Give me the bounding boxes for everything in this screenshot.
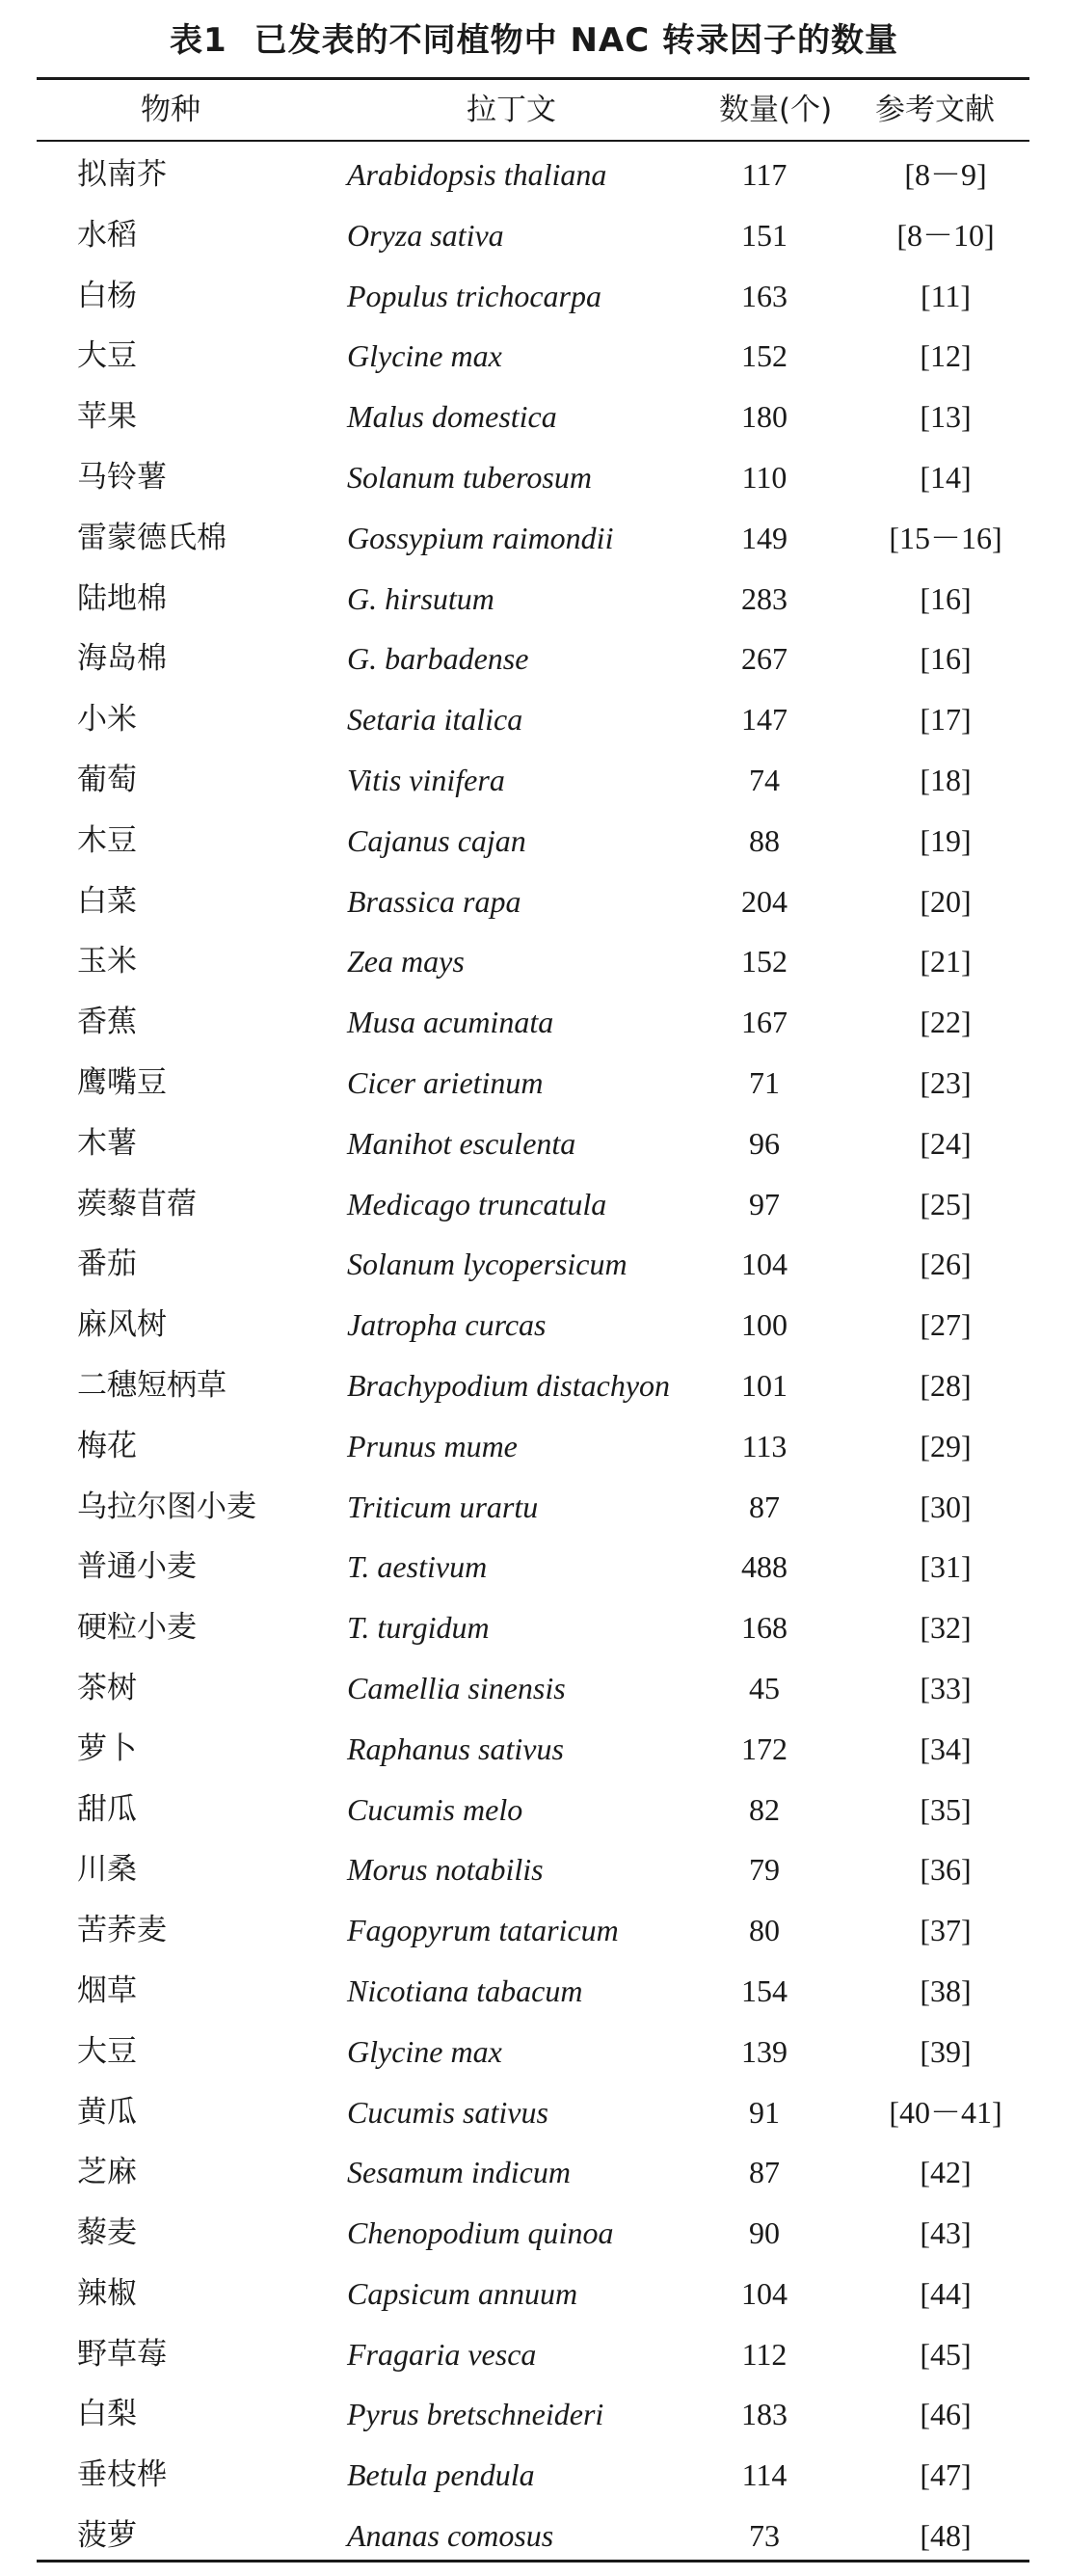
count-cell: 147: [741, 702, 788, 738]
table-row: [37, 1719, 1029, 1780]
latin-name-cell: Solanum lycopersicum: [347, 1247, 627, 1282]
latin-name-cell: Chenopodium quinoa: [347, 2215, 614, 2251]
species-cell: 芝麻: [77, 2155, 137, 2190]
count-cell: 104: [741, 2275, 788, 2311]
reference-cell: [33]: [920, 1670, 972, 1705]
count-cell: 91: [749, 2094, 780, 2130]
latin-name-cell: Arabidopsis thaliana: [347, 157, 607, 192]
reference-cell: [39]: [920, 2033, 972, 2069]
reference-cell: [11]: [920, 278, 972, 313]
species-cell: 番茄: [77, 1247, 137, 1282]
latin-name-cell: Nicotiana tabacum: [347, 1972, 583, 2008]
species-cell: 黄瓜: [77, 2094, 137, 2130]
reference-cell: [8－9]: [904, 157, 987, 192]
species-cell: 普通小麦: [77, 1549, 197, 1585]
species-cell: 萝卜: [77, 1731, 137, 1766]
reference-cell: [30]: [920, 1489, 972, 1524]
latin-name-cell: Fragaria vesca: [347, 2336, 537, 2372]
reference-cell: [45]: [920, 2336, 972, 2372]
table-row: [37, 811, 1029, 872]
reference-cell: [48]: [920, 2518, 972, 2554]
latin-name-cell: Cucumis sativus: [347, 2094, 548, 2130]
latin-name-cell: Oryza sativa: [347, 217, 504, 253]
table-title: 已发表的不同植物中 NAC 转录因子的数量: [254, 21, 899, 60]
species-cell: 拟南芥: [77, 157, 167, 192]
count-cell: 139: [741, 2033, 788, 2069]
reference-cell: [16]: [920, 580, 972, 616]
count-cell: 152: [741, 338, 788, 374]
count-cell: 117: [741, 157, 788, 192]
table-row: [37, 1355, 1029, 1416]
table-row: [37, 2022, 1029, 2082]
reference-cell: [15－16]: [889, 520, 1002, 555]
species-cell: 玉米: [77, 944, 137, 979]
table-row: [37, 1900, 1029, 1961]
table-row: [37, 1295, 1029, 1355]
latin-name-cell: Prunus mume: [347, 1428, 518, 1463]
table-row: [37, 931, 1029, 992]
reference-cell: [28]: [920, 1367, 972, 1403]
count-cell: 488: [741, 1549, 788, 1585]
latin-name-cell: Glycine max: [347, 2033, 502, 2069]
count-cell: 73: [749, 2518, 780, 2554]
count-cell: 172: [741, 1731, 788, 1766]
latin-name-cell: Jatropha curcas: [347, 1307, 547, 1343]
species-cell: 大豆: [77, 2033, 137, 2069]
table-row: [37, 2203, 1029, 2264]
table-row: [37, 2142, 1029, 2203]
reference-cell: [42]: [920, 2155, 972, 2190]
latin-name-cell: Malus domestica: [347, 399, 557, 435]
reference-cell: [21]: [920, 944, 972, 979]
reference-cell: [35]: [920, 1791, 972, 1827]
species-cell: 鹰嘴豆: [77, 1064, 167, 1100]
table-row: [37, 569, 1029, 630]
table-row: [37, 1416, 1029, 1477]
latin-name-cell: Triticum urartu: [347, 1489, 539, 1524]
reference-cell: [18]: [920, 762, 972, 797]
species-cell: 甜瓜: [77, 1791, 137, 1827]
table-row: [37, 2445, 1029, 2506]
count-cell: 90: [749, 2215, 780, 2251]
reference-cell: [19]: [920, 822, 972, 858]
count-cell: 74: [749, 762, 780, 797]
reference-cell: [34]: [920, 1731, 972, 1766]
table-row: [37, 508, 1029, 569]
count-cell: 114: [741, 2457, 788, 2493]
species-cell: 蒺藜苜蓿: [77, 1186, 197, 1221]
species-cell: 烟草: [77, 1972, 137, 2008]
count-cell: 149: [741, 520, 788, 555]
species-cell: 木薯: [77, 1125, 137, 1161]
latin-name-cell: Betula pendula: [347, 2457, 535, 2493]
table-row: [37, 1053, 1029, 1114]
table-row: [37, 205, 1029, 266]
table-row: [37, 2506, 1029, 2566]
species-cell: 茶树: [77, 1670, 137, 1705]
reference-cell: [40－41]: [889, 2094, 1002, 2130]
count-cell: 79: [749, 1852, 780, 1888]
table-row: [37, 447, 1029, 508]
table-row: [37, 872, 1029, 932]
reference-cell: [20]: [920, 883, 972, 919]
latin-name-cell: Fagopyrum tataricum: [347, 1913, 619, 1948]
table-row: [37, 2324, 1029, 2385]
latin-name-cell: Medicago truncatula: [347, 1186, 607, 1221]
reference-cell: [24]: [920, 1125, 972, 1161]
header-reference: 参考文献: [875, 93, 995, 127]
latin-name-cell: Musa acuminata: [347, 1005, 554, 1040]
reference-cell: [16]: [920, 641, 972, 677]
table-row: [37, 1839, 1029, 1900]
table-row: [37, 1780, 1029, 1840]
count-cell: 113: [741, 1428, 788, 1463]
reference-cell: [13]: [920, 399, 972, 435]
species-cell: 乌拉尔图小麦: [77, 1489, 256, 1524]
latin-name-cell: Ananas comosus: [347, 2518, 554, 2554]
species-cell: 菠萝: [77, 2518, 137, 2554]
table-row: [37, 1234, 1029, 1295]
latin-name-cell: Cucumis melo: [347, 1791, 523, 1827]
count-cell: 151: [741, 217, 788, 253]
count-cell: 183: [741, 2397, 788, 2432]
species-cell: 葡萄: [77, 762, 137, 797]
header-latin-name: 拉丁文: [467, 93, 556, 127]
table-row: [37, 145, 1029, 205]
table-row: [37, 1597, 1029, 1658]
latin-name-cell: Glycine max: [347, 338, 502, 374]
species-cell: 苦荞麦: [77, 1913, 167, 1948]
latin-name-cell: Zea mays: [347, 944, 465, 979]
species-cell: 白杨: [77, 278, 137, 313]
species-cell: 苹果: [77, 399, 137, 435]
table-body: [37, 145, 1029, 2566]
table-row: [37, 1537, 1029, 1597]
count-cell: 82: [749, 1791, 780, 1827]
latin-name-cell: Morus notabilis: [347, 1852, 544, 1888]
table-row: [37, 1961, 1029, 2022]
species-cell: 小米: [77, 702, 137, 738]
reference-cell: [25]: [920, 1186, 972, 1221]
count-cell: 45: [749, 1670, 780, 1705]
latin-name-cell: Pyrus bretschneideri: [347, 2397, 604, 2432]
reference-cell: [44]: [920, 2275, 972, 2311]
count-cell: 267: [741, 641, 788, 677]
table-row: [37, 689, 1029, 750]
latin-name-cell: Capsicum annuum: [347, 2275, 578, 2311]
header-rule: [37, 140, 1029, 142]
latin-name-cell: Solanum tuberosum: [347, 459, 592, 495]
count-cell: 87: [749, 1489, 780, 1524]
table-row: [37, 629, 1029, 689]
latin-name-cell: Populus trichocarpa: [347, 278, 601, 313]
count-cell: 87: [749, 2155, 780, 2190]
reference-cell: [14]: [920, 459, 972, 495]
species-cell: 川桑: [77, 1852, 137, 1888]
reference-cell: [31]: [920, 1549, 972, 1585]
table-row: [37, 2264, 1029, 2324]
latin-name-cell: G. hirsutum: [347, 580, 494, 616]
species-cell: 白梨: [77, 2397, 137, 2432]
latin-name-cell: Cajanus cajan: [347, 822, 526, 858]
latin-name-cell: T. aestivum: [347, 1549, 488, 1585]
reference-cell: [26]: [920, 1247, 972, 1282]
table-row: [37, 1174, 1029, 1235]
species-cell: 辣椒: [77, 2275, 137, 2311]
table-row: [37, 2384, 1029, 2445]
species-cell: 水稻: [77, 217, 137, 253]
species-cell: 陆地棉: [77, 580, 167, 616]
count-cell: 71: [749, 1064, 780, 1100]
table-row: [37, 2082, 1029, 2143]
count-cell: 97: [749, 1186, 780, 1221]
count-cell: 204: [741, 883, 788, 919]
count-cell: 88: [749, 822, 780, 858]
reference-cell: [29]: [920, 1428, 972, 1463]
header-count: 数量(个): [719, 93, 833, 127]
latin-name-cell: Sesamum indicum: [347, 2155, 571, 2190]
species-cell: 马铃薯: [77, 459, 167, 495]
table-row: [37, 1658, 1029, 1719]
latin-name-cell: Brachypodium distachyon: [347, 1367, 671, 1403]
latin-name-cell: Vitis vinifera: [347, 762, 505, 797]
reference-cell: [37]: [920, 1913, 972, 1948]
table-row: [37, 266, 1029, 327]
species-cell: 野草莓: [77, 2336, 167, 2372]
table-row: [37, 387, 1029, 447]
table-row: [37, 750, 1029, 811]
count-cell: 96: [749, 1125, 780, 1161]
latin-name-cell: G. barbadense: [347, 641, 529, 677]
latin-name-cell: Cicer arietinum: [347, 1064, 544, 1100]
species-cell: 雷蒙德氏棉: [77, 520, 227, 555]
latin-name-cell: Manihot esculenta: [347, 1125, 576, 1161]
reference-cell: [43]: [920, 2215, 972, 2251]
table-header: [37, 83, 1029, 137]
count-cell: 104: [741, 1247, 788, 1282]
count-cell: 167: [741, 1005, 788, 1040]
species-cell: 香蕉: [77, 1005, 137, 1040]
reference-cell: [8－10]: [896, 217, 995, 253]
latin-name-cell: Brassica rapa: [347, 883, 521, 919]
latin-name-cell: T. turgidum: [347, 1610, 490, 1646]
table-row: [37, 992, 1029, 1053]
latin-name-cell: Camellia sinensis: [347, 1670, 566, 1705]
reference-cell: [27]: [920, 1307, 972, 1343]
reference-cell: [32]: [920, 1610, 972, 1646]
header-species: 物种: [141, 93, 200, 127]
top-rule: [37, 77, 1029, 80]
count-cell: 163: [741, 278, 788, 313]
bottom-rule: [37, 2560, 1029, 2563]
reference-cell: [12]: [920, 338, 972, 374]
reference-cell: [22]: [920, 1005, 972, 1040]
species-cell: 垂枝桦: [77, 2457, 167, 2493]
reference-cell: [17]: [920, 702, 972, 738]
species-cell: 白菜: [77, 883, 137, 919]
species-cell: 二穗短柄草: [77, 1367, 227, 1403]
table-row: [37, 1477, 1029, 1538]
count-cell: 101: [741, 1367, 788, 1403]
table-row: [37, 1114, 1029, 1174]
count-cell: 154: [741, 1972, 788, 2008]
count-cell: 180: [741, 399, 788, 435]
latin-name-cell: Raphanus sativus: [347, 1731, 564, 1766]
count-cell: 112: [741, 2336, 788, 2372]
count-cell: 168: [741, 1610, 788, 1646]
count-cell: 100: [741, 1307, 788, 1343]
reference-cell: [23]: [920, 1064, 972, 1100]
species-cell: 硬粒小麦: [77, 1610, 197, 1646]
table-number: 表1: [169, 21, 227, 60]
reference-cell: [47]: [920, 2457, 972, 2493]
count-cell: 110: [741, 459, 788, 495]
latin-name-cell: Setaria italica: [347, 702, 523, 738]
species-cell: 梅花: [77, 1428, 137, 1463]
table-row: [37, 326, 1029, 387]
species-cell: 大豆: [77, 338, 137, 374]
reference-cell: [38]: [920, 1972, 972, 2008]
table-caption: [0, 13, 1068, 61]
species-cell: 木豆: [77, 822, 137, 858]
count-cell: 152: [741, 944, 788, 979]
latin-name-cell: Gossypium raimondii: [347, 520, 614, 555]
species-cell: 藜麦: [77, 2215, 137, 2251]
count-cell: 80: [749, 1913, 780, 1948]
species-cell: 海岛棉: [77, 641, 167, 677]
reference-cell: [36]: [920, 1852, 972, 1888]
reference-cell: [46]: [920, 2397, 972, 2432]
species-cell: 麻风树: [77, 1307, 167, 1343]
count-cell: 283: [741, 580, 788, 616]
